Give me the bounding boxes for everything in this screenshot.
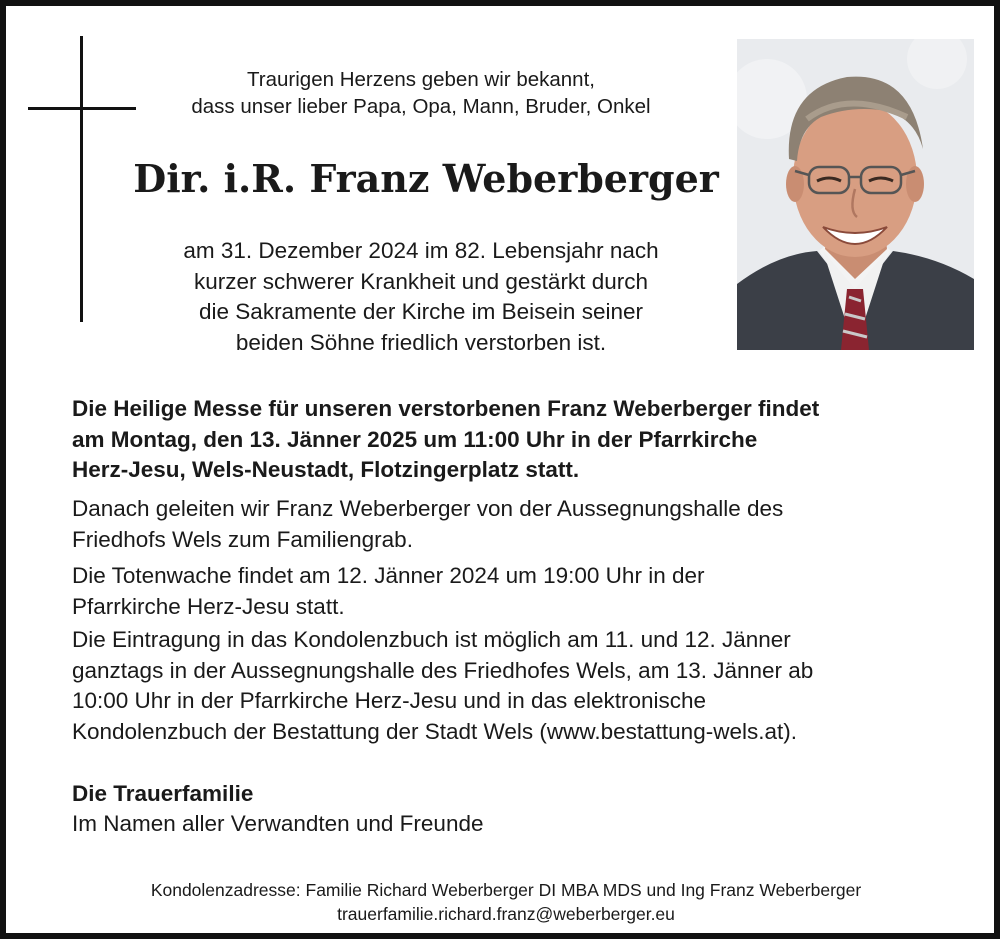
intro-line: Traurigen Herzens geben wir bekannt, [247, 68, 595, 91]
intro-text [136, 66, 706, 120]
portrait-photo [737, 39, 974, 350]
death-notice [116, 236, 726, 358]
family-subtitle: Im Namen aller Verwandten und Freunde [72, 811, 484, 836]
death-notice-line: beiden Söhne friedlich verstorben ist. [235, 329, 607, 355]
condolence-book-paragraph [72, 625, 962, 747]
death-notice-line: kurzer schwerer Krankheit und gestärkt durch [194, 268, 648, 294]
burial-line: Friedhofs Wels zum Familiengrab. [72, 526, 413, 552]
burial-line: Danach geleiten wir Franz Weberberger von der Aussegnungshalle des [72, 496, 784, 521]
mass-line: Die Heilige Messe für unseren verstorbenen Franz Weberberger findet [72, 396, 820, 421]
burial-paragraph [72, 494, 962, 555]
condolence-line: Die Eintragung in das Kondolenzbuch ist möglich am 11. und 12. Jänner [72, 627, 791, 652]
cross-horizontal-bar [28, 107, 136, 110]
condolence-line: 10:00 Uhr in der Pfarrkirche Herz-Jesu und in das elektronische [72, 688, 707, 713]
intro-line: dass unser lieber Papa, Opa, Mann, Bruder, Onkel [191, 95, 651, 118]
death-notice-line: die Sakramente der Kirche im Beisein seiner [199, 299, 643, 324]
condolence-address [36, 878, 976, 926]
wake-line: Die Totenwache findet am 12. Jänner 2024 um 19:00 Uhr in der [72, 563, 705, 588]
death-notice-line: am 31. Dezember 2024 im 82. Lebensjahr nach [183, 238, 659, 263]
email-address: trauerfamilie.richard.franz@weberberger.eu [337, 904, 675, 924]
condolence-line: Kondolenzbuch der Bestattung der Stadt Wels (www.bestattung-wels.at). [72, 718, 797, 744]
address-line: Kondolenzadresse: Familie Richard Weberberger DI MBA MDS und Ing Franz Weberberger [150, 880, 862, 900]
portrait-illustration [737, 39, 974, 350]
mass-line: Herz-Jesu, Wels-Neustadt, Flotzingerplatz statt. [72, 457, 580, 482]
wake-paragraph [72, 561, 962, 622]
mass-announcement [72, 394, 962, 486]
mass-line: am Montag, den 13. Jänner 2025 um 11:00 Uhr in der Pfarrkirche [72, 426, 758, 452]
cross-vertical-bar [80, 36, 83, 322]
family-signature: Die Trauerfamilie [72, 781, 254, 806]
wake-line: Pfarrkirche Herz-Jesu statt. [72, 593, 345, 619]
condolence-line: ganztags in der Aussegnungshalle des Friedhofes Wels, am 13. Jänner ab [72, 657, 814, 683]
deceased-name: Dir. i.R. Franz Weberberger [133, 156, 719, 201]
